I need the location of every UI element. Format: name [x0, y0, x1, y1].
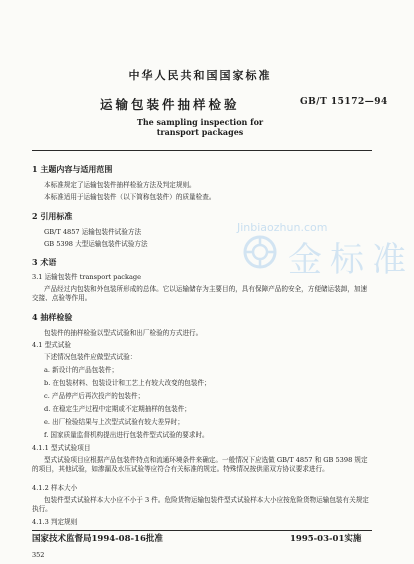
section-4-1-intro: 下述情况包装件应做型式试验：: [44, 353, 137, 361]
section-2-heading: 2 引用标准: [32, 211, 73, 221]
section-1-para-1: 本标准规定了运输包装件抽样检验方法及判定规则。: [44, 181, 196, 189]
section-4-1-1-text: 型式试验项目应根据产品包装件特点和流通环境条件来确定。一般情况下应选做 GB/T 4857 和 GB 5398 规定的项目，其他试验，如渗漏及水压试验等应符合有关标准的规定。特殊情况按供需双方协议要求进行。: [32, 456, 368, 473]
english-title-line1: The sampling inspection for: [136, 117, 264, 127]
gold-standard-logo-icon: [242, 234, 278, 270]
section-3-heading: 3 术语: [32, 257, 57, 267]
list-item-c: c. 产品停产后再次投产的包装件；: [44, 392, 145, 400]
section-4-1-3-heading: 4.1.3 判定规则: [32, 518, 78, 526]
english-title: [0, 117, 400, 137]
list-item-e: e. 出厂检验结果与上次型式试验有较大差异时；: [44, 418, 184, 426]
english-title-line2: transport packages: [156, 127, 244, 137]
list-item-b: b. 在包装材料、包装设计和工艺上有较大改变的包装件；: [44, 379, 211, 387]
approval-date: 国家技术监督局1994-08-16批准: [32, 534, 163, 544]
term-3-1-definition: 产品经过内包装和外包装所形成的总体。它以运输储存为主要目的，具有保障产品的安全，方便储运装卸，加速交接、点验等作用。: [32, 285, 368, 302]
section-4-1-heading: 4.1 型式试验: [32, 341, 71, 349]
document-title: 运输包装件抽样检验: [100, 97, 240, 112]
watermark-text: 金标准: [288, 240, 414, 280]
reference-2: GB 5398 大型运输包装件试验方法: [44, 240, 148, 248]
section-4-1-1-heading: 4.1.1 型式试验项目: [32, 444, 91, 452]
section-1-heading: 1 主题内容与适用范围: [32, 164, 113, 174]
section-4-intro: 包装件的抽样检验以型式试验和出厂检验的方式进行。: [44, 329, 203, 337]
implementation-date: 1995-03-01实施: [290, 534, 362, 544]
section-4-1-2-heading: 4.1.2 样本大小: [32, 484, 78, 492]
header-rule: [32, 150, 372, 151]
list-item-d: d. 在稳定生产过程中定期或不定期抽样的包装件；: [44, 405, 191, 413]
section-4-1-2-text: 包装件型式试验样本大小应不小于 3 件。危险货物运输包装件型式试验样本大小应按危险货物运输包装有关规定执行。: [32, 496, 369, 513]
reference-1: GB/T 4857 运输包装件试验方法: [44, 228, 142, 236]
section-4-heading: 4 抽样检验: [32, 312, 73, 322]
watermark-url: Jinbiaozhun.com: [237, 221, 328, 234]
section-1-para-2: 本标准适用于运输包装件（以下简称包装件）的质量检查。: [44, 193, 216, 201]
standard-code: GB/T 15172—94: [300, 97, 388, 107]
list-item-a: a. 新设计的产品包装件；: [44, 366, 119, 374]
standard-name: 中华人民共和国国家标准: [128, 69, 272, 82]
list-item-f: f. 国家质量监督机构提出进行包装件型式试验的要求时。: [44, 431, 209, 439]
term-3-1: 3.1 运输包装件 transport package: [32, 273, 141, 281]
page-number: 352: [32, 551, 45, 559]
footer-rule: [32, 530, 372, 531]
